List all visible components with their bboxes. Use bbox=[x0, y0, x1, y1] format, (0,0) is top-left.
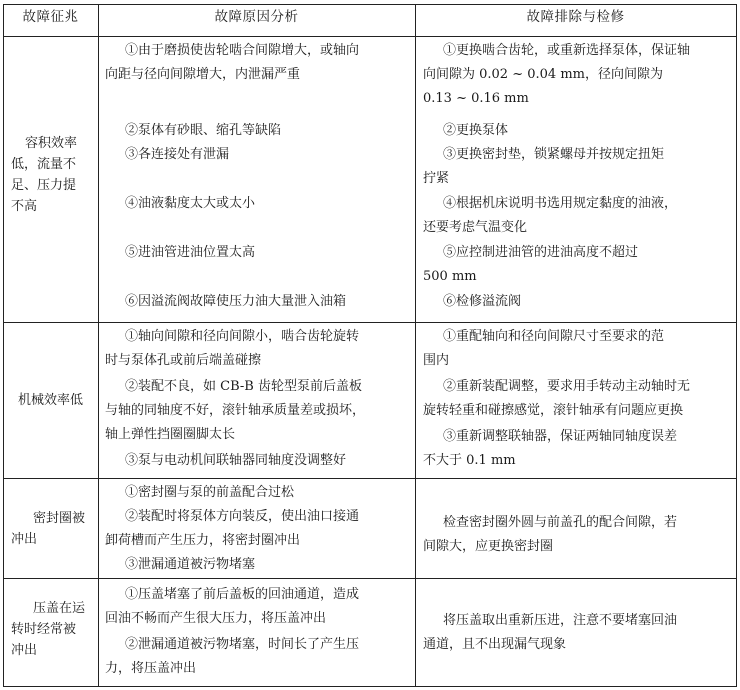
symptom-line: 低，流量不 bbox=[11, 157, 77, 172]
remedy-item-1-cont: 通道，且不出现漏气现象 bbox=[423, 637, 567, 652]
symptom-line: 转时经常被 bbox=[11, 622, 77, 637]
remedy-item-6: ⑥检修溢流阀 bbox=[443, 294, 522, 309]
remedy-item-5-cont: 500 mm bbox=[423, 269, 477, 284]
remedy-item-3-cont: 不大于 0.1 mm bbox=[423, 453, 516, 468]
remedy-item-1-cont: 0.13 ~ 0.16 mm bbox=[423, 91, 529, 106]
symptom-cell bbox=[11, 598, 93, 661]
fault-table bbox=[3, 4, 737, 687]
cause-item-2: ②装配时将泵体方向装反，使出油口接通 bbox=[125, 509, 360, 524]
cause-item-1: ①密封圈与泵的前盖配合过松 bbox=[125, 485, 295, 500]
header-remedy: 故障排除与检修 bbox=[526, 9, 625, 25]
cause-item-1-cont: 时与泵体孔或前后端盖碰擦 bbox=[105, 353, 262, 368]
table-left-border bbox=[3, 4, 4, 687]
header-cause: 故障原因分析 bbox=[214, 9, 299, 25]
symptom-line: 足、压力提 bbox=[11, 178, 77, 193]
remedy-item-1-cont: 向间隙为 0.02 ~ 0.04 mm，径向间隙为 bbox=[423, 67, 663, 82]
cause-item-2: ②泵体有砂眼、缩孔等缺陷 bbox=[125, 123, 282, 138]
remedy-item-1: ①更换啮合齿轮，或重新选择泵体，保证轴 bbox=[443, 43, 691, 58]
remedy-item-2: ②更换泵体 bbox=[443, 123, 509, 138]
remedy-item-3-cont: 拧紧 bbox=[423, 171, 450, 186]
cause-item-3: ③泵与电动机间联轴器同轴度没调整好 bbox=[125, 453, 347, 468]
cause-item-1: ①压盖堵塞了前后盖板的回油通道，造成 bbox=[125, 587, 360, 602]
remedy-item-4: ④根据机床说明书选用规定黏度的油液， bbox=[443, 196, 678, 211]
header-symptom: 故障征兆 bbox=[22, 9, 79, 25]
cause-item-1: ①由于磨损使齿轮啮合间隙增大，或轴向 bbox=[125, 43, 360, 58]
column-divider bbox=[415, 4, 416, 687]
symptom-cell bbox=[11, 133, 93, 217]
symptom-cell bbox=[3, 390, 98, 411]
cause-item-2-cont: 卸荷槽而产生压力，将密封圈冲出 bbox=[105, 533, 301, 548]
symptom-line: 冲出 bbox=[11, 643, 38, 658]
cause-item-1: ①轴向间隙和径向间隙小，啮合齿轮旋转 bbox=[125, 329, 360, 344]
remedy-item-3: ③重新调整联轴器，保证两轴同轴度误差 bbox=[443, 429, 678, 444]
symptom-line: 压盖在运 bbox=[33, 601, 86, 616]
symptom-line: 冲出 bbox=[11, 532, 38, 547]
cause-item-4: ④油液黏度太大或太小 bbox=[125, 196, 256, 211]
table-bottom-border bbox=[3, 686, 737, 687]
row-divider bbox=[3, 478, 737, 479]
table-right-border bbox=[736, 4, 737, 687]
cause-item-2-cont: 与轴的同轴度不好，滚针轴承质量差或损坏， bbox=[105, 403, 366, 418]
remedy-item-1-cont: 间隙大，应更换密封圈 bbox=[423, 539, 554, 554]
remedy-item-1: ①重配轴向和径向间隙尺寸至要求的范 bbox=[443, 329, 665, 344]
cause-item-3: ③泄漏通道被污物堵塞 bbox=[125, 557, 256, 572]
remedy-item-2-cont: 旋转轻重和碰擦感觉，滚针轴承有问题应更换 bbox=[423, 403, 684, 418]
remedy-item-1: 检查密封圈外圆与前盖孔的配合间隙，若 bbox=[443, 515, 678, 530]
row-divider bbox=[3, 322, 737, 323]
remedy-item-1: 将压盖取出重新压进，注意不要堵塞回油 bbox=[443, 613, 678, 628]
cause-item-3: ③各连接处有泄漏 bbox=[125, 147, 230, 162]
cause-item-2: ②泄漏通道被污物堵塞，时间长了产生压 bbox=[125, 637, 360, 652]
cause-item-6: ⑥因溢流阀故障使压力油大量泄入油箱 bbox=[125, 294, 347, 309]
remedy-item-1-cont: 围内 bbox=[423, 353, 450, 368]
column-divider bbox=[98, 4, 99, 687]
row-divider bbox=[3, 578, 737, 579]
header-divider bbox=[3, 36, 737, 37]
remedy-item-2: ②重新装配调整，要求用手转动主动轴时无 bbox=[443, 379, 691, 394]
symptom-line: 不高 bbox=[11, 199, 38, 214]
remedy-item-4-cont: 还要考虑气温变化 bbox=[423, 220, 528, 235]
cause-item-2: ②装配不良，如 CB-B 齿轮型泵前后盖板 bbox=[125, 379, 362, 394]
symptom-line: 机械效率低 bbox=[17, 393, 83, 408]
cause-item-2-cont: 轴上弹性挡圈圈脚太长 bbox=[105, 427, 236, 442]
symptom-line: 容积效率 bbox=[25, 136, 78, 151]
cause-item-2-cont: 力，将压盖冲出 bbox=[105, 661, 197, 676]
cause-item-1-cont: 向距与径向间隙增大，内泄漏严重 bbox=[105, 67, 301, 82]
cause-item-5: ⑤进油管进油位置太高 bbox=[125, 245, 256, 260]
remedy-item-5: ⑤应控制进油管的进油高度不超过 bbox=[443, 245, 639, 260]
remedy-item-3: ③更换密封垫，锁紧螺母并按规定扭矩 bbox=[443, 147, 665, 162]
symptom-line: 密封圈被 bbox=[33, 511, 86, 526]
cause-item-1-cont: 回油不畅而产生很大压力，将压盖冲出 bbox=[105, 611, 327, 626]
symptom-cell bbox=[11, 508, 93, 550]
